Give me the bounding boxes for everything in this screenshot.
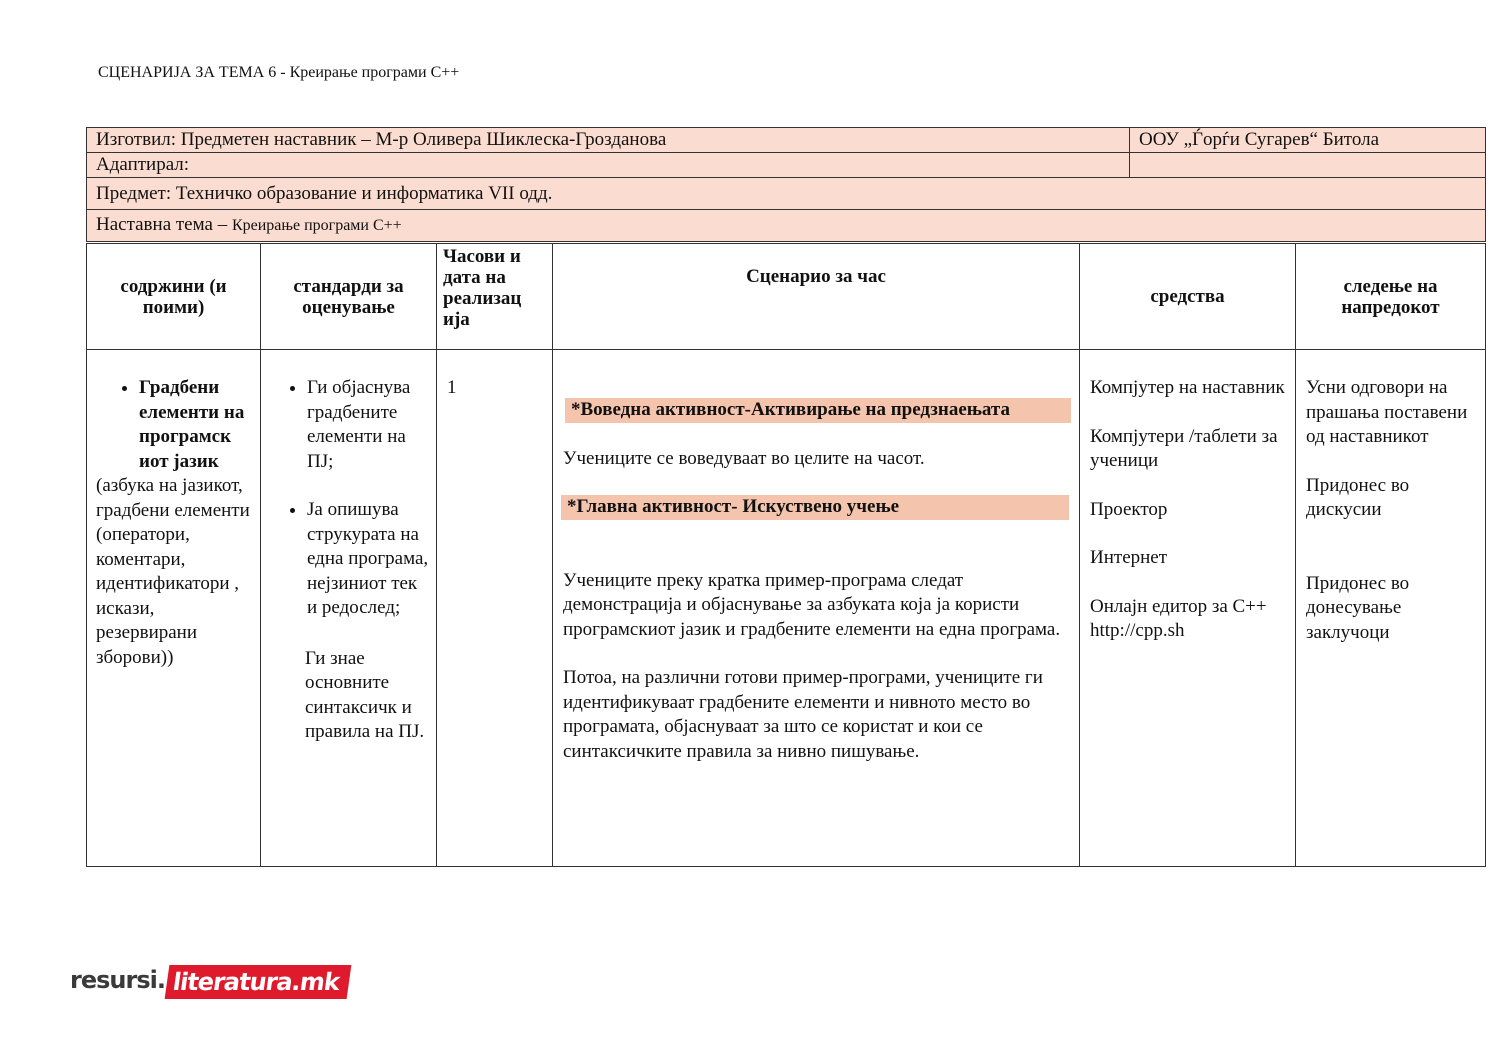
author-row [87, 128, 1486, 153]
topic-value: Креирање програми С++ [231, 217, 402, 234]
header-row [87, 244, 1486, 350]
contents-bullet: • Градбени елементи на програмск иот јазик [139, 376, 252, 474]
standard-item: • Ја опишува струкурата на една програма, нејзиниот тек и редослед; [307, 498, 430, 621]
school-cell: ООУ „Ѓорѓи Сугарев“ Битола [1130, 128, 1486, 153]
header-progress: следење на напредокот [1296, 244, 1486, 350]
intro-activity-heading: *Воведна активност-Активирање на предзнаењата [565, 398, 1071, 423]
topic-label: Наставна тема – [96, 214, 232, 235]
subject-cell: Предмет: Техничко образование и информатика VII одд. [87, 178, 1486, 210]
standards-cell [261, 350, 437, 867]
main-activity-text-2: Потоа, на различни готови пример-програми, учениците ги идентификуваат градбените елементи и нивното место во програмата, објаснуваат за што се користат и кои се синтаксичките правила за нивно пишување. [563, 667, 1043, 762]
standard-item: • Ги објаснува градбените елементи на ПЈ; [307, 376, 430, 474]
resource-item: Интернет [1090, 547, 1168, 568]
resource-url: http://cpp.sh [1090, 620, 1185, 641]
contents-cell [87, 350, 261, 867]
topic-row [87, 210, 1486, 242]
main-activity-heading: *Главна активност- Искуствено учење [561, 495, 1069, 520]
adapted-row [87, 153, 1486, 178]
standard-extra: Ги знае основните синтаксичк и правила на ПЈ. [305, 647, 425, 742]
resources-cell [1080, 350, 1296, 867]
header-resources: средства [1080, 244, 1296, 350]
meta-table [86, 127, 1486, 242]
header-scenario: Сценарио за час [553, 244, 1080, 350]
resource-item: Компјутер на наставник [1090, 377, 1285, 398]
lesson-table [86, 243, 1486, 867]
progress-item: Придонес во донесување заклучоци [1306, 572, 1410, 643]
progress-item: Усни одговори на прашања поставени од наставникот [1306, 377, 1468, 447]
content-row [87, 350, 1486, 867]
topic-cell [87, 210, 1486, 242]
header-hours: Часови и дата на реализац ија [437, 244, 553, 350]
author-cell: Изготвил: Предметен наставник – М-р Оливера Шиклеска-Грозданова [87, 128, 1130, 153]
header-standards: стандарди за оценување [261, 244, 437, 350]
progress-cell [1296, 350, 1486, 867]
adapted-empty-cell [1130, 153, 1486, 178]
main-activity-text-1: Учениците преку кратка пример-програма следат демонстрација и објаснување за азбуката која ја користи програмскиот јазик и градбените елементи на една програма. [563, 569, 1061, 640]
scenario-cell [553, 350, 1080, 867]
hours-cell: 1 [437, 350, 553, 867]
subject-row [87, 178, 1486, 210]
logo-text-resursi: resursi. [70, 966, 165, 994]
resource-item: Онлајн едитор за С++ [1090, 595, 1267, 617]
progress-item: Придонес во дискусии [1306, 474, 1410, 520]
contents-text: (азбука на јазикот, градбени елементи (оператори, коментари, идентификатори , искази, резервирани зборови)) [96, 475, 250, 668]
adapted-cell: Адаптирал: [87, 153, 1130, 178]
resource-item: Проектор [1090, 498, 1168, 520]
intro-activity-text: Учениците се воведуваат во целите на часот. [563, 447, 925, 469]
document-title: СЦЕНАРИЈА ЗА ТЕМА 6 - Креирање програми С++ [98, 64, 460, 81]
header-contents: содржини (и поими) [87, 244, 261, 350]
logo-text-literatura: literatura.mk [165, 965, 352, 999]
resource-item: Компјутери /таблети за ученици [1090, 425, 1278, 471]
site-logo[interactable] [70, 959, 349, 999]
